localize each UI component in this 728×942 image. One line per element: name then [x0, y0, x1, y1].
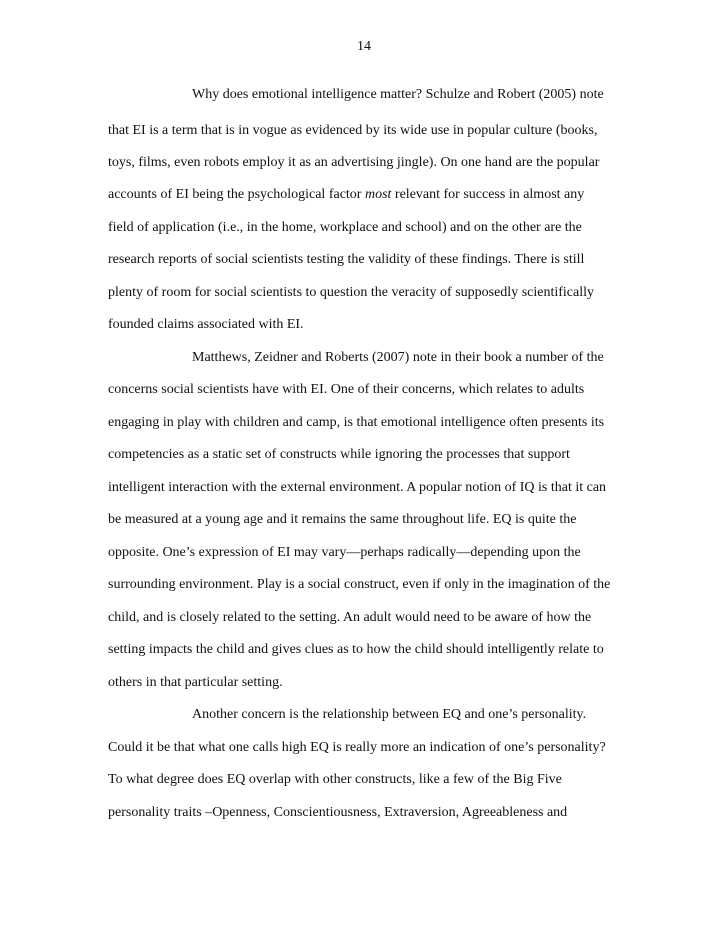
- text-line: founded claims associated with EI.: [108, 317, 304, 332]
- text-line: To what degree does EQ overlap with other constructs, like a few of the Big Five: [108, 772, 562, 787]
- text-line: Matthews, Zeidner and Roberts (2007) note in their book a number of the: [192, 350, 604, 365]
- text-line: that EI is a term that is in vogue as evidenced by its wide use in popular culture (books,: [108, 123, 598, 138]
- text-line: personality traits –Openness, Conscientiousness, Extraversion, Agreeableness and: [108, 805, 568, 820]
- emphasis-most: most: [364, 187, 392, 202]
- page-number: 14: [357, 39, 371, 54]
- text-line: Another concern is the relationship between EQ and one’s personality.: [192, 707, 587, 722]
- text-line: competencies as a static set of constructs while ignoring the processes that support: [108, 447, 570, 462]
- text-line: concerns social scientists have with EI. One of their concerns, which relates to adults: [108, 382, 585, 397]
- text-line: others in that particular setting.: [108, 675, 283, 690]
- text-run: relevant for success in almost any: [391, 187, 585, 202]
- text-line: opposite. One’s expression of EI may vary—perhaps radically—depending upon the: [108, 545, 581, 560]
- text-line: field of application (i.e., in the home, workplace and school) and on the other are the: [108, 220, 582, 235]
- text-line: child, and is closely related to the setting. An adult would need to be aware of how the: [108, 610, 592, 625]
- text-line: research reports of social scientists testing the validity of these findings. There is still: [108, 252, 585, 267]
- text-run: accounts of EI being the psychological factor: [108, 187, 365, 202]
- text-line: intelligent interaction with the external environment. A popular notion of IQ is that it can: [108, 480, 607, 495]
- text-line: surrounding environment. Play is a social construct, even if only in the imagination of the: [108, 577, 611, 592]
- text-line: Why does emotional intelligence matter? Schulze and Robert (2005) note: [192, 87, 604, 102]
- text-line: toys, films, even robots employ it as an advertising jingle). On one hand are the popular: [108, 155, 600, 170]
- text-line: engaging in play with children and camp, is that emotional intelligence often presents its: [108, 415, 605, 430]
- text-line: [108, 186, 584, 204]
- text-line: setting impacts the child and gives clues as to how the child should intelligently relate to: [108, 642, 604, 657]
- text-line: Could it be that what one calls high EQ is really more an indication of one’s personality?: [108, 740, 606, 755]
- text-line: plenty of room for social scientists to question the veracity of supposedly scientifically: [108, 285, 595, 300]
- text-line: be measured at a young age and it remains the same throughout life. EQ is quite the: [108, 512, 577, 527]
